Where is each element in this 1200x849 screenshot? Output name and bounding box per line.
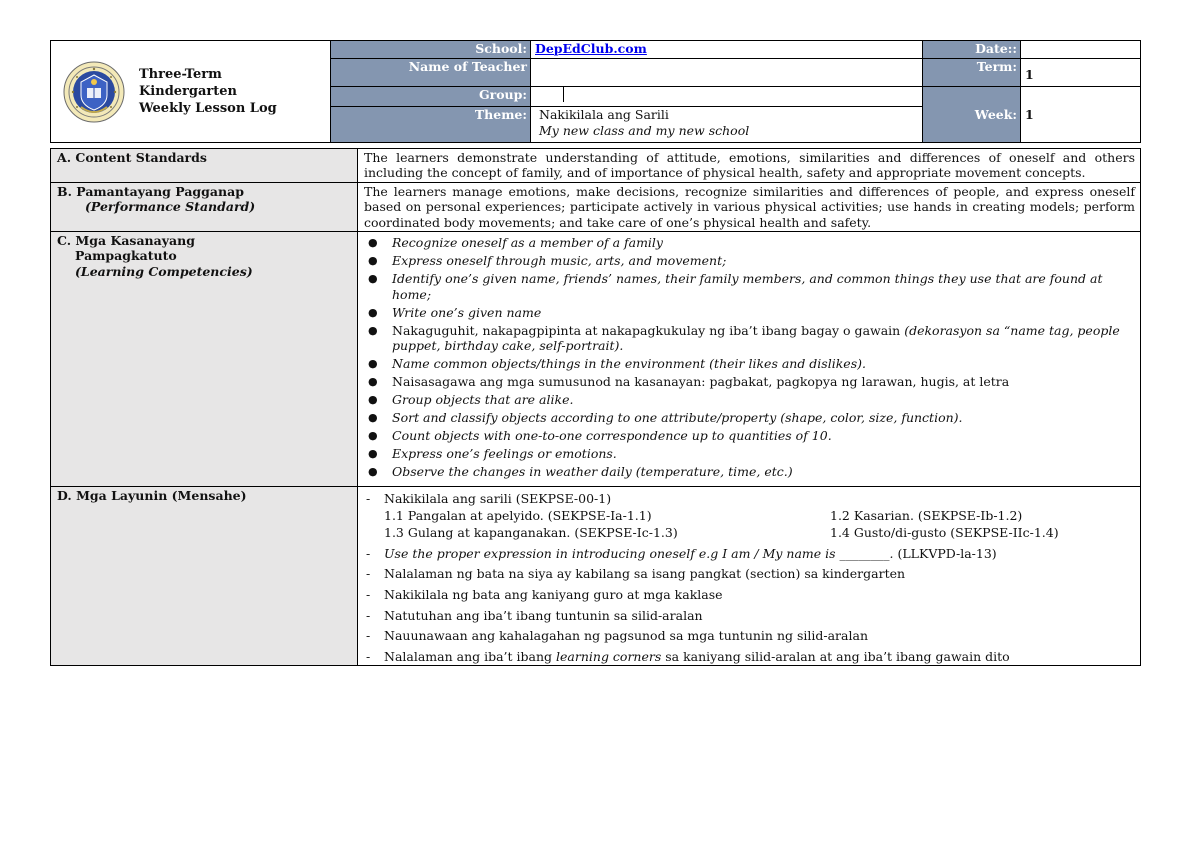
objectives-cell [358, 487, 1141, 666]
content-standards-text: The learners demonstrate understanding of attitude, emotions, similarities and differences of oneself and others including the concept of family, and of importance of physical health, safety and appropriate movement concepts. [358, 149, 1141, 183]
learning-competencies-label: C. Mga Kasanayang Pampagkatuto (Learning Competencies) [51, 232, 358, 487]
objectives-row [51, 487, 1141, 666]
performance-standard-label: B. Pamantayang Pagganap (Performance Standard) [51, 182, 358, 231]
objectives-label: D. Mga Layunin (Mensahe) [51, 487, 358, 666]
bullet-icon: ● [368, 375, 378, 389]
school-value[interactable] [531, 41, 923, 59]
logo-title-cell [51, 41, 331, 143]
bullet-icon: ● [368, 357, 378, 371]
bullet-icon: ● [368, 254, 378, 268]
learning-competencies-row [51, 232, 1141, 487]
learning-competencies-list [364, 235, 1135, 480]
competency-item: ● Group objects that are alike. [368, 392, 574, 408]
group-value[interactable] [531, 87, 923, 107]
week-value[interactable]: 1 [1021, 87, 1141, 143]
lesson-log-header [50, 40, 1141, 143]
bullet-icon: ● [368, 305, 378, 319]
theme-label: Theme: [331, 107, 531, 143]
theme-value[interactable] [531, 107, 923, 143]
bullet-icon: ● [368, 236, 378, 250]
objective-item: - Nakikilala ng bata ang kaniyang guro at mga kaklase [366, 586, 723, 602]
school-label: School: [331, 41, 531, 59]
objective-sub-row: 1.3 Gulang at kapanganakan. (SEKPSE-Ic-1.3) 1.4 Gusto/di-gusto (SEKPSE-IIc-1.4) [384, 525, 1059, 541]
competency-item: ● Count objects with one-to-one correspondence up to quantities of 10. [368, 428, 832, 444]
competency-item: ● Naisasagawa ang mga sumusunod na kasanayan: pagbakat, pagkopya ng larawan, hugis, at letra [368, 374, 1010, 390]
lesson-log-title: Three-Term Kindergarten Weekly Lesson Log [139, 67, 277, 116]
lesson-content-table [50, 148, 1141, 666]
deped-seal-logo [63, 61, 125, 123]
theme-title: Nakikilala ang Sarili [539, 107, 669, 122]
bullet-icon: ● [368, 447, 378, 461]
competency-item: ● Name common objects/things in the environment (their likes and dislikes). [368, 356, 866, 372]
bullet-icon: ● [368, 429, 378, 443]
objectives-list [364, 491, 1135, 507]
content-standards-label: A. Content Standards [51, 149, 358, 183]
group-label: Group: [331, 87, 531, 107]
competency-item: ● Express oneself through music, arts, and movement; [368, 253, 727, 269]
objective-item-expression: - Use the proper expression in introducing oneself e.g I am / My name is ________. (LLKVPD-la-13) [366, 545, 997, 561]
school-link[interactable]: DepEdClub.com [535, 41, 647, 56]
objectives-list-continued [364, 546, 1135, 665]
performance-standard-text: The learners manage emotions, make decisions, recognize similarities and differences of people, and express oneself based on personal experiences; participate actively in various physical activities; use hands in creating models; perform coordinated body movements; and take care of one’s physical health and safety. [358, 182, 1141, 231]
bullet-icon: ● [368, 323, 378, 337]
objective-sub-row: 1.1 Pangalan at apelyido. (SEKPSE-Ia-1.1) 1.2 Kasarian. (SEKPSE-Ib-1.2) [384, 507, 1023, 523]
week-label: Week: [923, 87, 1021, 143]
objective-item: - Natutuhan ang iba’t ibang tuntunin sa silid-aralan [366, 607, 703, 623]
bullet-icon: ● [368, 411, 378, 425]
bullet-icon: ● [368, 272, 378, 285]
competency-item: ● Recognize oneself as a member of a family [368, 235, 663, 251]
bullet-icon: ● [368, 393, 378, 407]
date-value[interactable] [1021, 41, 1141, 59]
term-label: Term: [923, 59, 1021, 87]
learning-competencies-list-cell [358, 232, 1141, 487]
competency-item: ● Express one’s feelings or emotions. [368, 446, 617, 462]
teacher-value[interactable] [531, 59, 923, 87]
term-value[interactable]: 1 [1021, 59, 1141, 87]
objective-item-learning-corners: - Nalalaman ang iba’t ibang learning corners sa kaniyang silid-aralan at ang iba’t ibang gawain dito [366, 648, 1010, 664]
bullet-icon: ● [368, 465, 378, 479]
competency-item: ● Write one’s given name [368, 304, 542, 320]
competency-item: ● Identify one’s given name, friends’ names, their family members, and common things they use that are found at home; [368, 271, 1103, 302]
competency-item: ● Observe the changes in weather daily (temperature, time, etc.) [368, 464, 793, 480]
theme-subtitle: My new class and my new school [539, 123, 750, 138]
objective-item: - Nalalaman ng bata na siya ay kabilang sa isang pangkat (section) sa kindergarten [366, 566, 906, 582]
competency-item: ● Nakaguguhit, nakapagpipinta at nakapagkukulay ng iba’t ibang bagay o gawain (dekorasyon sa “name tag, people puppet, birthday cake, self-portrait). [368, 322, 1120, 354]
content-standards-row [51, 149, 1141, 183]
teacher-label: Name of Teacher [331, 59, 531, 87]
competency-item: ● Sort and classify objects according to one attribute/property (shape, color, size, function). [368, 410, 963, 426]
objective-item: - Nakikilala ang sarili (SEKPSE-00-1) [366, 491, 612, 507]
date-label: Date:: [923, 41, 1021, 59]
objective-item: - Nauunawaan ang kahalagahan ng pagsunod sa mga tuntunin ng silid-aralan [366, 628, 868, 644]
performance-standard-row [51, 182, 1141, 231]
